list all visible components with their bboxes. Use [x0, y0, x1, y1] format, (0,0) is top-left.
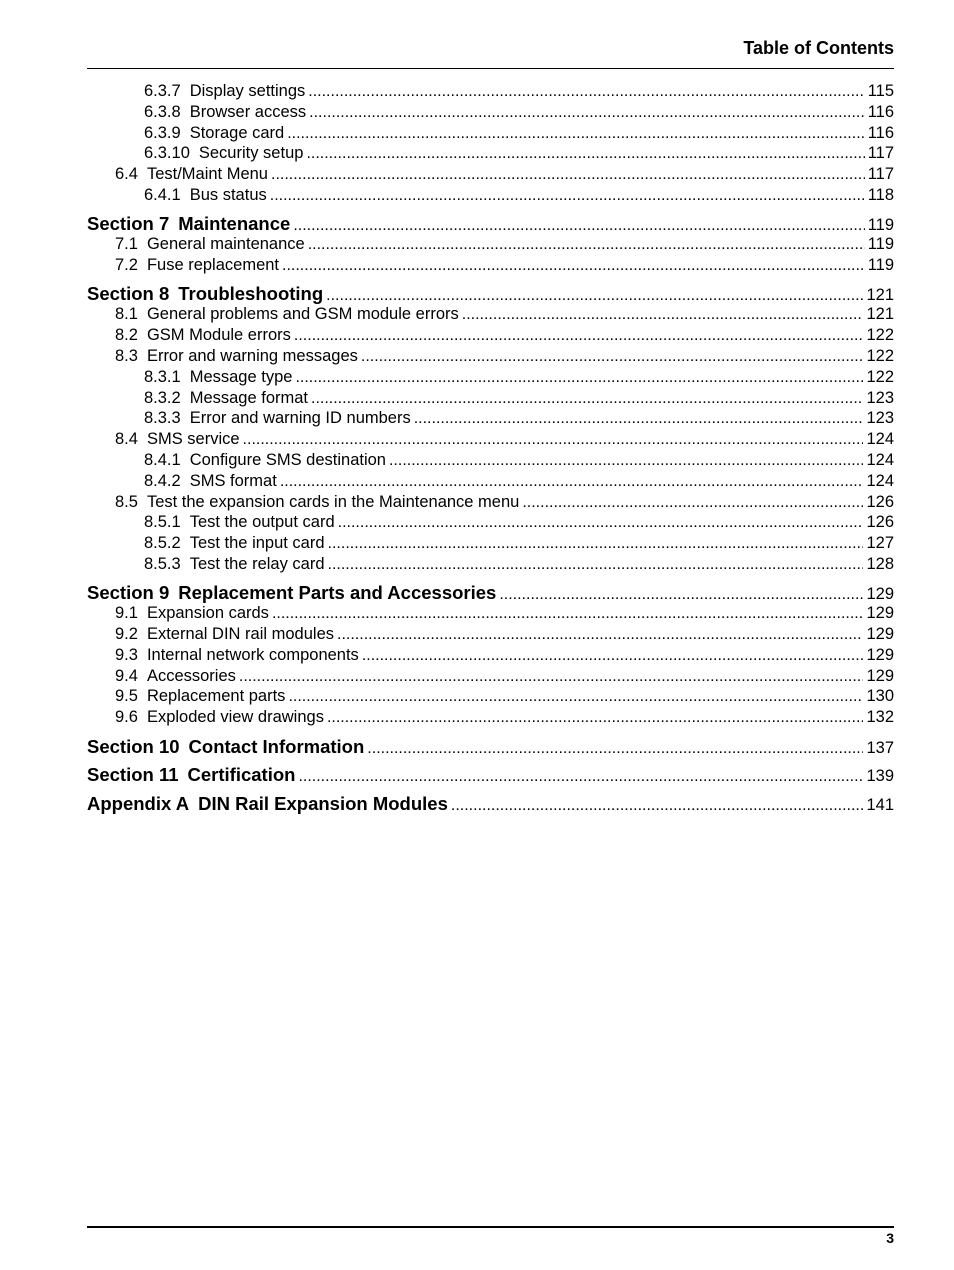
toc-entry-number: 8.1 [115, 305, 138, 324]
toc-entry-title: Display settings [189, 82, 306, 100]
toc-entry-number: 9.3 [115, 645, 138, 664]
toc-entry-title: Replacement Parts and Accessories [178, 582, 497, 604]
toc-entry-page: 132 [866, 708, 894, 727]
toc-entry-title: Browser access [189, 102, 307, 121]
toc-entry-page: 123 [866, 409, 894, 428]
toc-entry-title: SMS service [146, 430, 240, 449]
toc-entry[interactable] [87, 346, 894, 367]
toc-entry-number: 8.4.2 [144, 471, 181, 490]
toc-entry-page: 117 [867, 144, 894, 163]
toc-entry-title: Test the output card [189, 513, 335, 532]
toc-entry-page: 127 [866, 534, 894, 553]
toc-entry[interactable] [87, 707, 894, 728]
toc-dot-leader [288, 687, 863, 708]
toc-entry[interactable] [87, 554, 894, 575]
toc-dot-leader [287, 124, 865, 145]
toc-entry-number: 9.4 [115, 666, 138, 685]
toc-dot-leader [522, 493, 863, 514]
toc-entry-page: 115 [867, 82, 894, 100]
toc-entry-title: Test the relay card [189, 554, 325, 573]
toc-dot-leader [282, 256, 865, 277]
toc-entry-number: 6.3.7 [144, 82, 181, 100]
toc-dot-leader [280, 472, 864, 493]
toc-entry-page: 124 [866, 430, 894, 449]
toc-entry-number: 6.4.1 [144, 185, 181, 204]
toc-entry[interactable] [87, 450, 894, 471]
toc-entry[interactable] [87, 533, 894, 554]
toc-entry-title: SMS format [189, 471, 277, 490]
toc-entry-number: 7.2 [115, 256, 138, 275]
toc-entry[interactable] [87, 255, 894, 276]
toc-entry-page: 129 [866, 585, 894, 604]
toc-entry-title: Certification [187, 764, 296, 786]
toc-entry-number: 8.3.3 [144, 409, 181, 428]
toc-entry[interactable] [87, 686, 894, 707]
toc-entry-number: 8.3 [115, 346, 138, 365]
toc-entry-title: General maintenance [146, 235, 305, 254]
toc-dot-leader [367, 738, 863, 759]
toc-entry-page: 129 [866, 604, 894, 623]
toc-dot-leader [271, 165, 865, 186]
toc-entry-page: 126 [866, 492, 894, 511]
toc-dot-leader [328, 534, 864, 555]
toc-entry-title: DIN Rail Expansion Modules [198, 792, 448, 814]
toc-entry[interactable] [87, 429, 894, 450]
toc-dot-leader [272, 604, 864, 625]
toc-entry[interactable] [87, 102, 894, 123]
toc-section-entry[interactable] [87, 793, 894, 814]
toc-entry-number: 8.5 [115, 492, 138, 511]
toc-entry[interactable] [87, 388, 894, 409]
toc-entry[interactable] [87, 81, 894, 102]
toc-dot-leader [243, 430, 864, 451]
toc-entry-title: Exploded view drawings [146, 708, 324, 727]
toc-entry-title: Maintenance [178, 213, 291, 235]
toc-entry-title: Troubleshooting [178, 283, 324, 305]
toc-dot-leader [361, 347, 864, 368]
toc-section-entry[interactable] [87, 582, 894, 603]
toc-entry-number: Section 7 [87, 213, 170, 235]
toc-entry[interactable] [87, 234, 894, 255]
footer-divider [87, 1226, 894, 1228]
toc-entry[interactable] [87, 304, 894, 325]
toc-dot-leader [298, 766, 863, 787]
toc-entry[interactable] [87, 143, 894, 164]
toc-section-entry[interactable] [87, 213, 894, 234]
toc-entry-page: 128 [866, 554, 894, 573]
toc-dot-leader [308, 235, 865, 256]
toc-entry-page: 116 [867, 102, 894, 121]
toc-dot-leader [462, 305, 864, 326]
toc-entry[interactable] [87, 367, 894, 388]
toc-dot-leader [328, 555, 864, 576]
toc-entry-number: 6.3.9 [144, 123, 181, 142]
toc-entry-page: 124 [866, 450, 894, 469]
page-header-title: Table of Contents [743, 38, 894, 58]
toc-dot-leader [389, 451, 863, 472]
toc-dot-leader [308, 82, 864, 103]
toc-entry-title: Fuse replacement [146, 256, 280, 275]
toc-entry-title: Bus status [189, 185, 267, 204]
toc-entry-number: Section 9 [87, 582, 170, 604]
toc-entry-page: 121 [866, 305, 894, 324]
toc-entry-number: 8.4.1 [144, 450, 181, 469]
toc-dot-leader [414, 409, 864, 430]
toc-entry-number: Section 10 [87, 735, 180, 757]
page-number: 3 [886, 1230, 894, 1246]
toc-entry-title: Internal network components [146, 645, 359, 664]
toc-entry-title: Expansion cards [146, 604, 269, 623]
toc-dot-leader [338, 513, 864, 534]
toc-entry-number: 6.3.8 [144, 102, 181, 121]
toc-entry-title: Accessories [146, 666, 236, 685]
toc-entry-page: 121 [866, 286, 894, 305]
toc-entry[interactable] [87, 164, 894, 185]
toc-entry-title: GSM Module errors [146, 326, 291, 345]
toc-dot-leader [306, 144, 864, 165]
header-divider [87, 68, 894, 69]
toc-entry-title: Storage card [189, 123, 285, 142]
toc-dot-leader [327, 708, 864, 729]
toc-entry-page: 124 [866, 471, 894, 490]
toc-entry-number: 7.1 [115, 235, 138, 254]
toc-entry-page: 137 [866, 738, 894, 757]
toc-entry[interactable] [87, 325, 894, 346]
toc-entry-page: 122 [866, 346, 894, 365]
toc-dot-leader [362, 646, 864, 667]
toc-section-entry[interactable] [87, 283, 894, 304]
toc-entry[interactable] [87, 185, 894, 206]
toc-entry-page: 122 [866, 367, 894, 386]
toc-entry[interactable] [87, 408, 894, 429]
toc-dot-leader [294, 326, 864, 347]
toc-entry-number: Section 11 [87, 764, 179, 786]
toc-entry-page: 116 [867, 123, 894, 142]
toc-entry-page: 119 [867, 235, 894, 254]
toc-entry-title: Error and warning messages [146, 346, 358, 365]
toc-entry-number: 6.3.10 [144, 144, 190, 163]
toc-entry-number: 8.2 [115, 326, 138, 345]
toc-section-entry[interactable] [87, 764, 894, 785]
toc-entry-title: Security setup [198, 144, 304, 163]
toc-entry-number: 9.2 [115, 625, 138, 644]
toc-entry[interactable] [87, 512, 894, 533]
toc-entry-title: Message format [189, 388, 308, 407]
toc-entry-number: 9.6 [115, 708, 138, 727]
toc-entry-title: Configure SMS destination [189, 450, 386, 469]
toc-dot-leader [451, 795, 864, 816]
toc-entry-title: Error and warning ID numbers [189, 409, 411, 428]
toc-entry-number: 8.4 [115, 430, 138, 449]
toc-entry-number: 9.5 [115, 687, 138, 706]
toc-entry-title: Test/Maint Menu [146, 165, 268, 184]
toc-dot-leader [337, 625, 863, 646]
toc-entry-number: 8.5.1 [144, 513, 181, 532]
toc-entry-page: 123 [866, 388, 894, 407]
toc-dot-leader [295, 368, 863, 389]
toc-dot-leader [239, 667, 864, 688]
toc-entry-number: 9.1 [115, 604, 138, 623]
toc-entry-title: Test the input card [189, 534, 325, 553]
toc-entry-page: 129 [866, 625, 894, 644]
toc-entry-page: 141 [866, 795, 894, 814]
toc-entry-page: 129 [866, 645, 894, 664]
toc-dot-leader [311, 389, 863, 410]
toc-entry-number: 8.3.2 [144, 388, 181, 407]
toc-entry-page: 130 [866, 687, 894, 706]
toc-entry-number: Section 8 [87, 283, 170, 305]
toc-dot-leader [309, 103, 865, 124]
toc-entry-title: General problems and GSM module errors [146, 305, 459, 324]
table-of-contents [87, 81, 894, 814]
toc-dot-leader [499, 584, 863, 605]
toc-entry-number: Appendix A [87, 792, 190, 814]
toc-entry-number: 6.4 [115, 165, 138, 184]
toc-dot-leader [270, 186, 865, 207]
toc-entry-number: 8.5.2 [144, 534, 181, 553]
toc-entry-title: Message type [189, 367, 293, 386]
toc-entry-number: 8.5.3 [144, 554, 181, 573]
toc-entry-page: 119 [867, 256, 894, 275]
toc-entry[interactable] [87, 492, 894, 513]
toc-entry[interactable] [87, 123, 894, 144]
toc-entry-page: 139 [866, 767, 894, 786]
toc-entry-page: 118 [867, 185, 894, 204]
toc-entry-page: 129 [866, 666, 894, 685]
toc-entry[interactable] [87, 624, 894, 645]
toc-entry-title: Test the expansion cards in the Maintenance menu [146, 492, 520, 511]
toc-section-entry[interactable] [87, 736, 894, 757]
toc-entry-page: 119 [867, 216, 894, 235]
toc-dot-leader [326, 285, 863, 306]
toc-entry-page: 122 [866, 326, 894, 345]
toc-entry-title: External DIN rail modules [146, 625, 335, 644]
toc-entry-page: 126 [866, 513, 894, 532]
toc-entry-number: 8.3.1 [144, 367, 181, 386]
toc-dot-leader [293, 215, 864, 236]
toc-entry-title: Replacement parts [146, 687, 286, 706]
toc-entry[interactable] [87, 471, 894, 492]
toc-entry[interactable] [87, 645, 894, 666]
toc-entry-page: 117 [867, 165, 894, 184]
toc-entry[interactable] [87, 666, 894, 687]
toc-entry[interactable] [87, 603, 894, 624]
toc-entry-title: Contact Information [188, 735, 365, 757]
